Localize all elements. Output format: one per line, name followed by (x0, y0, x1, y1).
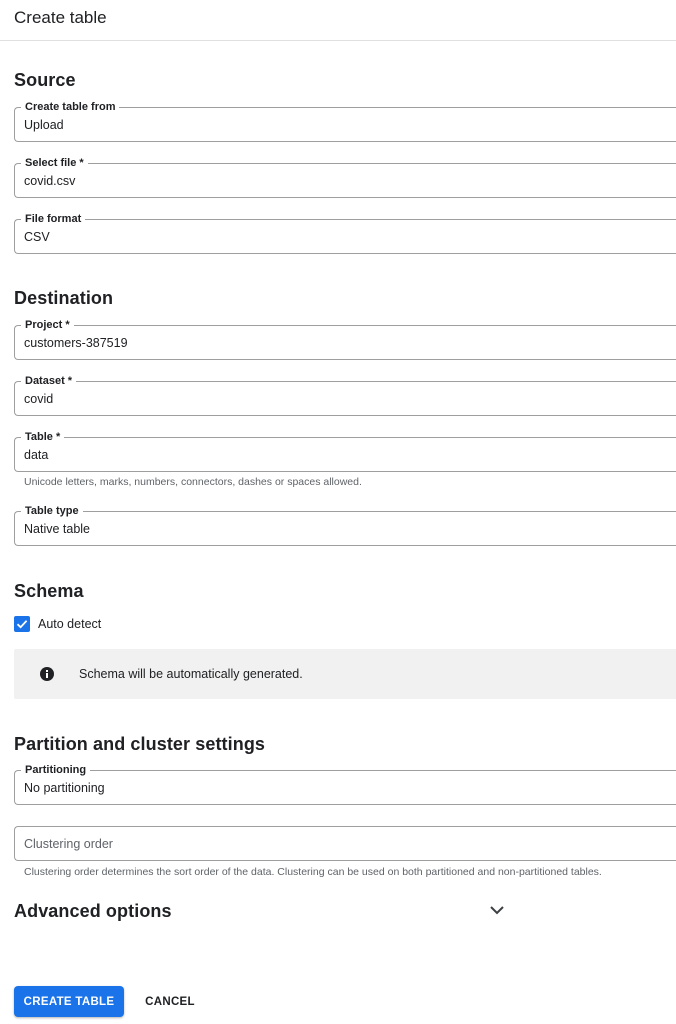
table-type-select[interactable] (14, 505, 676, 546)
select-file-field[interactable] (14, 157, 676, 198)
advanced-options-toggle[interactable]: Advanced options (14, 901, 172, 921)
section-title-source: Source (14, 70, 76, 90)
cancel-button[interactable]: CANCEL (138, 986, 202, 1017)
section-title-destination: Destination (14, 288, 114, 308)
schema-info-banner (14, 649, 676, 699)
table-name-hint: Unicode letters, marks, numbers, connectors, dashes or spaces allowed. (24, 476, 362, 488)
field-label: Partitioning (21, 763, 90, 777)
dataset-field[interactable] (14, 375, 676, 416)
field-label: Project * (21, 318, 74, 332)
field-value: CSV (24, 230, 50, 244)
field-value: data (24, 448, 49, 462)
chevron-down-icon[interactable] (488, 903, 506, 917)
auto-detect-checkbox[interactable] (14, 616, 30, 632)
field-value: Native table (24, 522, 91, 536)
panel-header (0, 0, 676, 41)
field-label: File format (21, 212, 85, 226)
file-format-select[interactable] (14, 213, 676, 254)
partitioning-select[interactable] (14, 764, 676, 805)
clustering-hint: Clustering order determines the sort order of the data. Clustering can be used on both partitioned and non-partitioned tables. (24, 866, 602, 878)
create-table-button[interactable]: CREATE TABLE (14, 986, 124, 1017)
clustering-order-placeholder: Clustering order (24, 837, 113, 851)
field-value: No partitioning (24, 781, 105, 795)
field-value: customers-387519 (24, 336, 128, 350)
field-label: Table * (21, 430, 64, 444)
section-title-schema: Schema (14, 581, 84, 601)
field-value: covid.csv (24, 174, 76, 188)
field-value: covid (24, 392, 54, 406)
field-label: Dataset * (21, 374, 76, 388)
section-title-partition: Partition and cluster settings (14, 734, 266, 754)
info-icon (40, 667, 54, 681)
create-table-from-select[interactable] (14, 101, 676, 142)
info-text: Schema will be automatically generated. (79, 667, 303, 681)
table-name-field[interactable] (14, 431, 676, 472)
project-field[interactable] (14, 319, 676, 360)
page-title: Create table (14, 8, 107, 27)
field-label: Table type (21, 504, 83, 518)
clustering-order-input[interactable] (14, 826, 676, 861)
field-label: Select file * (21, 156, 88, 170)
field-label: Create table from (21, 100, 119, 114)
field-value: Upload (24, 118, 64, 132)
checkmark-icon (15, 617, 29, 631)
auto-detect-label[interactable]: Auto detect (38, 617, 102, 631)
